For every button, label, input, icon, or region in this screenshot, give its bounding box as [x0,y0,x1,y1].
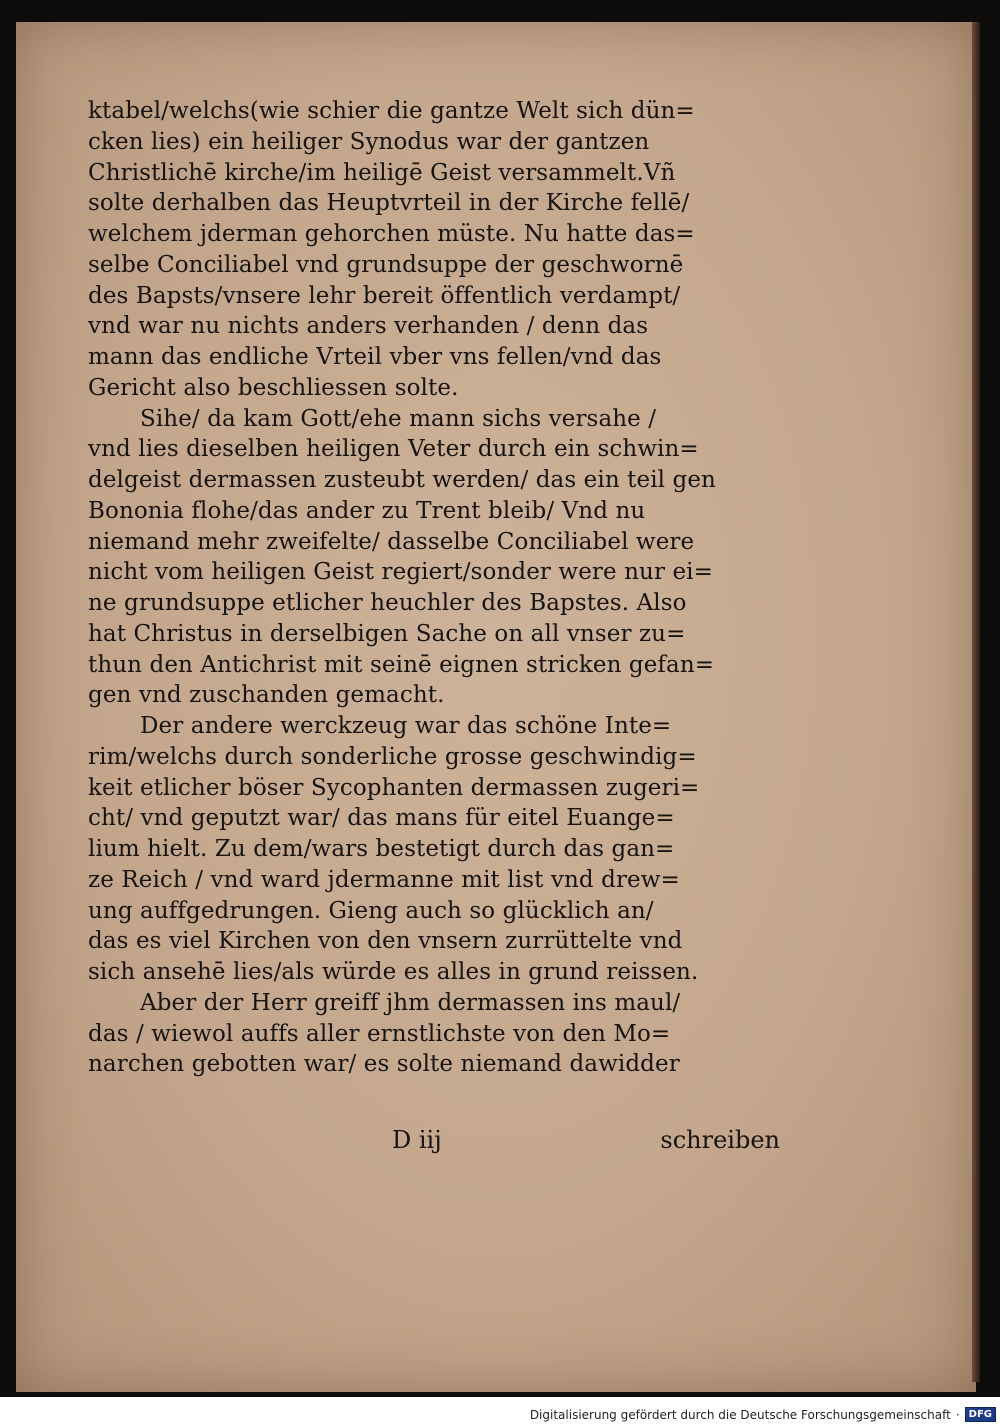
text-line: cken lies) ein heiliger Synodus war der gantzen [88,128,650,155]
page-edge [972,22,980,1382]
text-line: ne grundsuppe etlicher heuchler des Bapstes. Also [88,590,687,616]
text-line: selbe Conciliabel vnd grundsuppe der geschwornē [88,251,684,278]
text-line: Gericht also beschliessen solte. [88,374,459,401]
text-line: lium hielt. Zu dem/wars bestetigt durch das gan= [88,836,675,862]
text-line: niemand mehr zweifelte/ dasselbe Conciliabel were [88,528,695,555]
text-line: ze Reich / vnd ward jdermanne mit list vnd drew= [88,866,680,893]
text-line: welchem jderman gehorchen müste. Nu hatte das= [88,221,695,247]
text-line: rim/welchs durch sonderliche grosse geschwindig= [88,743,697,770]
paragraph-start-line: Sihe/ da kam Gott/ehe mann sichs versahe / [140,405,657,432]
catchword: schreiben [660,1126,780,1154]
text-line: thun den Antichrist mit seinē eignen stricken gefan= [88,651,715,678]
text-line: das / wiewol auffs aller ernstlichste von den Mo= [88,1020,671,1047]
text-line: vnd lies dieselben heiligen Veter durch ein schwin= [88,436,699,463]
text-line: nicht vom heiligen Geist regiert/sonder were nur ei= [88,559,713,586]
page-footer-line [100,1126,780,1160]
text-line: Christlichē kirche/im heiligē Geist versammelt.Vñ [88,159,676,186]
paragraph-start-line: Der andere werckzeug war das schöne Inte= [140,713,672,739]
signature-mark: D iij [392,1126,442,1154]
text-line: das es viel Kirchen von den vnsern zurrüttelte vnd [88,928,683,955]
text-line: mann das endliche Vrteil vber vns fellen/vnd das [88,344,662,370]
text-line: hat Christus in derselbigen Sache on all vnser zu= [88,620,686,647]
text-line: des Bapsts/vnsere lehr bereit öffentlich verdampt/ [88,282,681,309]
text-line: solte derhalben das Heuptvrteil in der Kirche fellē/ [88,190,690,217]
body-text [88,96,788,1080]
text-line: cht/ vnd geputzt war/ das mans für eitel Euange= [88,805,675,832]
text-line: sich ansehē lies/als würde es alles in grund reissen. [88,959,699,985]
text-line: Bononia flohe/das ander zu Trent bleib/ Vnd nu [88,497,646,524]
text-line: ung auffgedrungen. Gieng auch so glücklich an/ [88,897,654,924]
funding-text: Digitalisierung gefördert durch die Deutsche Forschungsgemeinschaft [529,1407,951,1422]
text-line: gen vnd zuschanden gemacht. [88,682,445,709]
dfg-logo-icon: DFG [965,1407,996,1422]
separator-dot: · [955,1407,960,1422]
text-line: narchen gebotten war/ es solte niemand dawidder [88,1051,680,1078]
text-line: delgeist dermassen zusteubt werden/ das ein teil gen [88,467,716,493]
text-line: vnd war nu nichts anders verhanden / denn das [88,313,649,340]
text-line: keit etlicher böser Sycophanten dermassen zugeri= [88,774,700,801]
paragraph-start-line: Aber der Herr greiff jhm dermassen ins maul/ [140,989,681,1016]
funding-footer [530,1407,996,1422]
text-line: ktabel/welchs(wie schier die gantze Welt sich dün= [88,98,695,124]
